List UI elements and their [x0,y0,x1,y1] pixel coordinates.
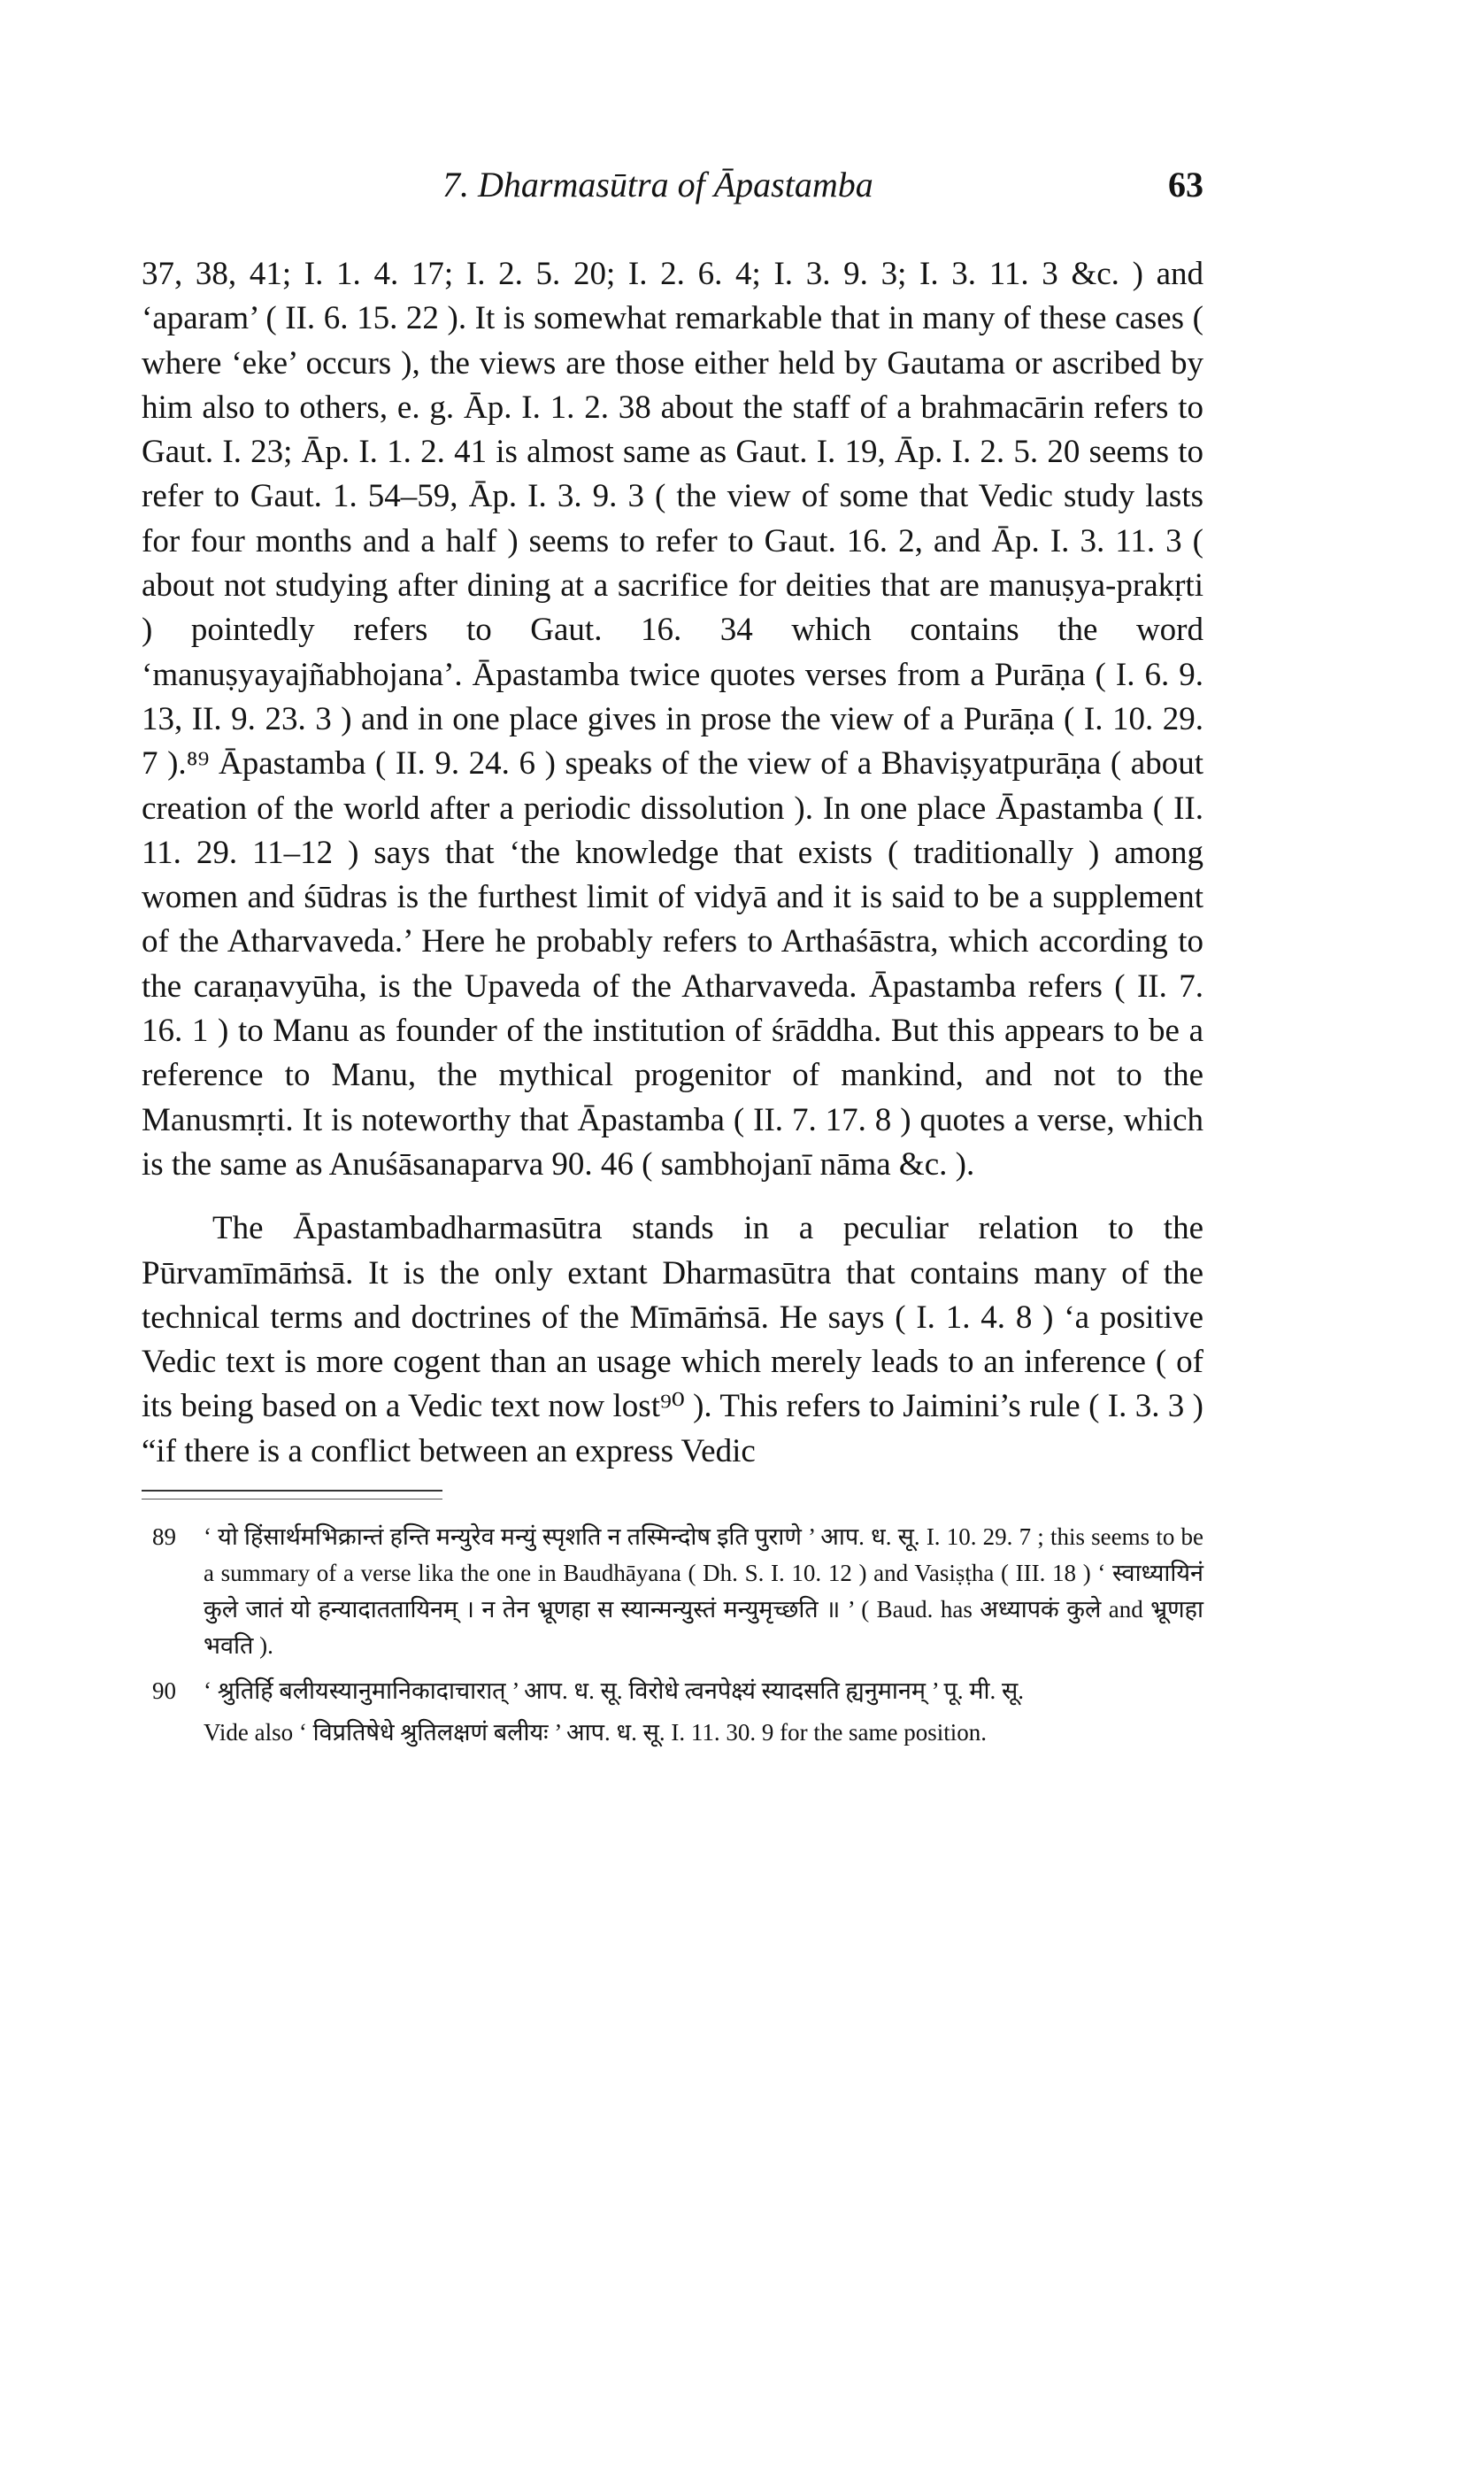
footnote [142,1673,1203,1751]
footnotes [142,1519,1203,1751]
body-paragraph: The Āpastambadharmasūtra stands in a peculiar relation to the Pūrvamīmāṁsā. It is the only extant Dharmasūtra that contains many of the technical terms and doctrines of the Mīmāṁsā. He says ( I. 1. 4. 8 ) ‘a positive Vedic text is more cogent than an usage which merely leads to an inference ( of its being based on a Vedic text now lost⁹⁰ ). This refers to Jaimini’s rule ( I. 3. 3 ) “if there is a conflict between an express Vedic [142,1210,1203,1469]
book-page [142,164,1203,2430]
body-paragraph: 37, 38, 41; I. 1. 4. 17; I. 2. 5. 20; I. 2. 6. 4; I. 3. 9. 3; I. 3. 11. 3 &c. ) and ‘aparam’ ( II. 6. 15. 22 ). It is somewhat remarkable that in many of these cases ( where ‘eke’ occurs ), the views are those either held by Gautama or ascribed by him also to others, e. g. Āp. I. 1. 2. 38 about the staff of a brahmacārin refers to Gaut. I. 23; Āp. I. 1. 2. 41 is almost same as Gaut. I. 19, Āp. I. 2. 5. 20 seems to refer to Gaut. 1. 54–59, Āp. I. 3. 9. 3 ( the view of some that Vedic study lasts for four months and a half ) seems to refer to Gaut. 16. 2, and Āp. I. 3. 11. 3 ( about not studying after dining at a sacrifice for deities that are manuṣya-prakṛti ) pointedly refers to Gaut. 16. 34 which contains the word ‘manuṣyayajñabhojana’. Āpastamba twice quotes verses from a Purāṇa ( I. 6. 9. 13, II. 9. 23. 3 ) and in one place gives in prose the view of a Purāṇa ( I. 10. 29. 7 ).⁸⁹ Āpastamba ( II. 9. 24. 6 ) speaks of the view of a Bhaviṣyatpurāṇa ( about creation of the world after a periodic dissolution ). In one place Āpastamba ( II. 11. 29. 11–12 ) says that ‘the knowledge that exists ( traditionally ) among women and śūdras is the furthest limit of vidyā and it is said to be a supplement of the Atharvaveda.’ Here he probably refers to Arthaśāstra, which according to the caraṇavyūha, is the Upaveda of the Atharvaveda. Āpastamba refers ( II. 7. 16. 1 ) to Manu as founder of the institution of śrāddha. But this appears to be a reference to Manu, the mythical progenitor of mankind, and not to the Manusmṛti. It is noteworthy that Āpastamba ( II. 7. 17. 8 ) quotes a verse, which is the same as Anuśāsanaparva 90. 46 ( sambhojanī nāma &c. ). [142,256,1203,1183]
footnote-text: Vide also ‘ विप्रतिषेधे श्रुतिलक्षणं बलीयः ’ आप. ध. सू. I. 11. 30. 9 for the same position. [204,1719,988,1746]
footnote-number: 90 [152,1677,176,1705]
body-text [142,252,1203,1474]
running-head [142,164,1203,226]
footnote-number: 89 [152,1523,176,1551]
footnote-text: ‘ श्रुतिर्हि बलीयस्यानुमानिकादाचारात् ’ आप. ध. सू. विरोधे त्वनपेक्ष्यं स्यादसति ह्यनुमानम् ’ पू. मी. सू. [204,1677,1025,1705]
running-head-title: 7. Dharmasūtra of Āpastamba [442,165,873,204]
footnote-text: ‘ यो हिंसार्थमभिक्रान्तं हन्ति मन्युरेव मन्युं स्पृशति न तस्मिन्दोष इति पुराणे ’ आप. ध. सू. I. 10. 29. 7 ; this seems to be a summary of a verse lika the one in Baudhāyana ( Dh. S. I. 10. 12 ) and Vasiṣṭha ( III. 18 ) ‘ स्वाध्यायिनं कुले जातं यो हन्यादाततायिनम् । न तेन भ्रूणहा स स्यान्मन्युस्तं मन्युमृच्छति ॥ ’ ( Baud. has अध्यापकं कुले and भ्रूणहा भवति ). [204,1523,1203,1660]
footnote-separator [142,1490,442,1499]
page-number: 63 [1168,165,1203,204]
footnote [142,1519,1203,1664]
